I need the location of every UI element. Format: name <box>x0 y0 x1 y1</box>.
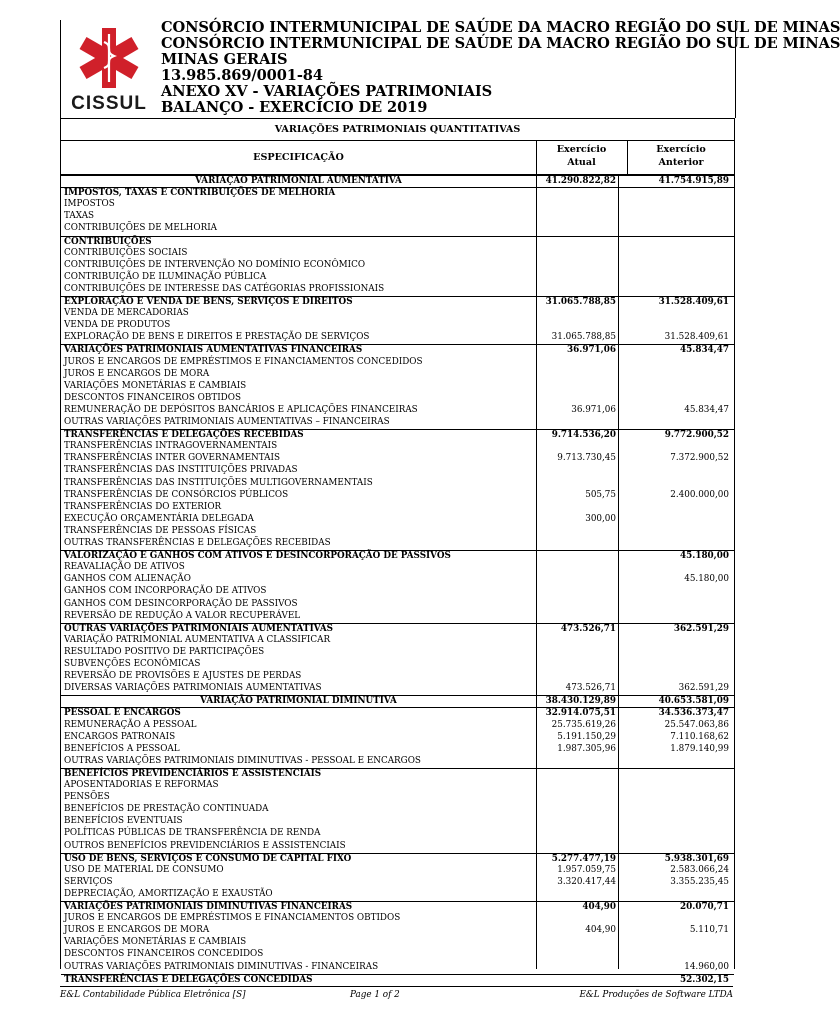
row-current-value: 5.277.477,19 <box>551 853 616 864</box>
footer-rule <box>60 986 733 987</box>
table-row <box>61 586 734 598</box>
table-row <box>61 949 734 961</box>
row-label: REAVALIAÇÃO DE ATIVOS <box>64 562 185 573</box>
row-label: GANHOS COM DESINCORPORAÇÃO DE PASSIVOS <box>64 598 298 609</box>
row-previous-value: 31.528.409,61 <box>658 297 729 307</box>
row-label: DESCONTOS FINANCEIROS OBTIDOS <box>64 392 241 403</box>
row-previous-value: 1.879.140,99 <box>670 743 729 754</box>
row-previous-value: 41.754.915,89 <box>658 176 729 186</box>
header-line: MINAS GERAIS <box>161 51 288 68</box>
section-title: VARIAÇÕES PATRIMONIAIS QUANTITATIVAS <box>60 118 735 141</box>
table-row <box>61 369 734 381</box>
row-label: REVERSÃO DE REDUÇÃO A VALOR RECUPERÁVEL <box>64 610 301 621</box>
table-row <box>61 478 734 490</box>
header-line: BALANÇO - EXERCÍCIO DE 2019 <box>161 99 428 116</box>
row-label: GANHOS COM ALIENAÇÃO <box>64 574 191 585</box>
table-row <box>61 284 734 296</box>
row-label: BENEFÍCIOS A PESSOAL <box>64 743 180 754</box>
row-label: TRANSFERÊNCIAS DAS INSTITUIÇÕES PRIVADAS <box>64 465 298 476</box>
col-previous <box>627 141 734 174</box>
row-previous-value: 45.834,47 <box>680 345 729 356</box>
row-previous-value: 2.400.000,00 <box>670 489 729 500</box>
table-row <box>61 465 734 477</box>
row-label: JUROS E ENCARGOS DE EMPRÉSTIMOS E FINANCIAMENTOS OBTIDOS <box>64 913 401 924</box>
row-current-value: 41.290.822,82 <box>545 176 616 186</box>
row-label: USO DE MATERIAL DE CONSUMO <box>64 864 224 875</box>
table-row <box>61 357 734 369</box>
row-previous-value: 20.070,71 <box>680 902 729 912</box>
header-line: CONSÓRCIO INTERMUNICIPAL DE SAÚDE DA MACRO REGIÃO DO SUL DE MINAS <box>161 19 840 36</box>
table-row <box>61 925 734 937</box>
row-current-value: 473.526,71 <box>560 623 616 634</box>
row-current-value: 5.191.150,29 <box>557 731 616 742</box>
row-previous-value: 31.528.409,61 <box>664 332 729 343</box>
footer-right: E&L Produções de Software LTDA <box>579 990 733 1000</box>
row-label: EXPLORAÇÃO DE BENS E DIREITOS E PRESTAÇÃO DE SERVIÇOS <box>64 332 370 343</box>
row-label: REVERSÃO DE PROVISÕES E AJUSTES DE PERDAS <box>64 671 302 682</box>
logo-text: CISSUL <box>71 93 147 114</box>
row-label: VARIAÇÃO PATRIMONIAL AUMENTATIVA A CLASSIFICAR <box>64 634 331 645</box>
table-row <box>61 248 734 260</box>
table-row <box>61 720 734 732</box>
table-row <box>61 393 734 405</box>
row-label: JUROS E ENCARGOS DE EMPRÉSTIMOS E FINANCIAMENTOS CONCEDIDOS <box>64 356 423 367</box>
row-previous-value: 40.653.581,09 <box>658 696 729 707</box>
row-label: APOSENTADORIAS E REFORMAS <box>64 780 219 790</box>
row-label: CONTRIBUIÇÕES <box>64 236 152 247</box>
row-label: CONTRIBUIÇÃO DE ILUMINAÇÃO PÚBLICA <box>64 271 267 282</box>
row-label: CONTRIBUIÇÕES DE INTERVENÇÃO NO DOMÍNIO ECONÔMICO <box>64 259 366 270</box>
table-row <box>61 453 734 465</box>
table-row <box>61 732 734 744</box>
row-label: EXECUÇÃO ORÇAMENTÁRIA DELEGADA <box>64 513 254 524</box>
row-label: PENSÕES <box>64 792 110 803</box>
column-header <box>60 140 735 175</box>
row-current-value: 300,00 <box>585 513 616 524</box>
row-previous-value: 45.180,00 <box>680 551 729 562</box>
header-line: 13.985.869/0001-84 <box>161 67 323 84</box>
row-previous-value: 7.372.900,52 <box>670 453 729 464</box>
table-row <box>61 562 734 574</box>
row-label: TRANSFERÊNCIAS INTER GOVERNAMENTAIS <box>64 453 280 464</box>
row-label: OUTRAS VARIAÇÕES PATRIMONIAIS AUMENTATIVAS – FINANCEIRAS <box>64 417 390 427</box>
row-label: OUTRAS VARIAÇÕES PATRIMONIAIS AUMENTATIVAS <box>64 623 334 634</box>
row-label: VARIAÇÕES MONETÁRIAS E CAMBIAIS <box>64 380 247 391</box>
row-label: VARIAÇÃO PATRIMONIAL AUMENTATIVA <box>195 176 402 186</box>
row-label: SERVIÇOS <box>64 876 113 887</box>
row-current-value: 31.065.788,85 <box>551 332 616 343</box>
table-row <box>61 223 734 235</box>
table-row <box>61 272 734 284</box>
table-row <box>61 574 734 586</box>
table-row <box>61 441 734 453</box>
row-label: BENEFÍCIOS DE PRESTAÇÃO CONTINUADA <box>64 804 269 815</box>
table-row <box>61 877 734 889</box>
report-header <box>60 19 840 118</box>
row-label: ENCARGOS PATRONAIS <box>64 731 176 742</box>
row-label: TRANSFERÊNCIAS E DELEGAÇÕES RECEBIDAS <box>64 430 304 441</box>
table-row <box>61 828 734 840</box>
table-row <box>61 417 734 429</box>
header-line: ANEXO XV - VARIAÇÕES PATRIMONIAIS <box>161 83 493 100</box>
row-label: TRANSFERÊNCIAS DE CONSÓRCIOS PÚBLICOS <box>64 489 289 500</box>
row-label: VENDA DE PRODUTOS <box>64 320 171 331</box>
col-current-l1: Exercício <box>556 144 607 155</box>
row-current-value: 31.065.788,85 <box>545 297 616 307</box>
row-label: TRANSFERÊNCIAS DAS INSTITUIÇÕES MULTIGOVERNAMENTAIS <box>64 477 373 488</box>
table-row <box>61 889 734 901</box>
col-spec: ESPECIFICAÇÃO <box>253 152 344 163</box>
row-label: DIVERSAS VARIAÇÕES PATRIMONIAIS AUMENTATIVAS <box>64 683 322 694</box>
row-current-value: 3.320.417,44 <box>557 876 616 887</box>
table-row <box>61 683 734 695</box>
row-label: CONTRIBUIÇÕES SOCIAIS <box>64 247 188 258</box>
row-label: RESULTADO POSITIVO DE PARTICIPAÇÕES <box>64 646 265 657</box>
row-current-value: 1.987.305,96 <box>557 743 616 754</box>
row-current-value: 404,90 <box>585 925 616 936</box>
row-label: TRANSFERÊNCIAS DE PESSOAS FÍSICAS <box>64 525 257 536</box>
row-current-value: 473.526,71 <box>565 683 616 694</box>
row-previous-value: 9.772.900,52 <box>664 430 729 441</box>
row-label: USO DE BENS, SERVIÇOS E CONSUMO DE CAPITAL FIXO <box>64 853 352 864</box>
row-previous-value: 14.960,00 <box>684 961 729 972</box>
row-current-value: 505,75 <box>585 489 616 500</box>
table-row <box>61 841 734 853</box>
row-label: JUROS E ENCARGOS DE MORA <box>64 925 210 936</box>
cissul-logo <box>61 22 157 112</box>
row-label: VALORIZAÇÃO E GANHOS COM ATIVOS E DESINCORPORAÇÃO DE PASSIVOS <box>64 551 451 562</box>
header-lines <box>161 19 840 116</box>
row-label: CONTRIBUIÇÕES DE INTERESSE DAS CATÉGORIAS PROFISSIONAIS <box>64 283 385 294</box>
row-previous-value: 3.355.235,45 <box>670 876 729 887</box>
row-label: TRANSFERÊNCIAS E DELEGAÇÕES CONCEDIDAS <box>64 974 313 985</box>
table-row <box>61 659 734 671</box>
table-row <box>61 381 734 393</box>
row-previous-value: 52.302,15 <box>680 974 729 985</box>
row-label: VARIAÇÕES PATRIMONIAIS DIMINUTIVAS FINANCEIRAS <box>64 902 353 912</box>
row-label: OUTRAS VARIAÇÕES PATRIMONIAIS DIMINUTIVAS - FINANCEIRAS <box>64 961 379 972</box>
row-label: BENEFÍCIOS EVENTUAIS <box>64 816 183 827</box>
row-previous-value: 45.834,47 <box>684 404 729 415</box>
row-label: VENDA DE MERCADORIAS <box>64 308 189 319</box>
group-row <box>61 974 734 987</box>
row-current-value: 25.735.619,26 <box>551 719 616 730</box>
row-label: TRANSFERÊNCIAS INTRAGOVERNAMENTAIS <box>64 441 278 452</box>
row-current-value: 36.971,06 <box>571 404 616 415</box>
table-body <box>60 175 735 985</box>
table-row <box>61 865 734 877</box>
row-label: JUROS E ENCARGOS DE MORA <box>64 368 210 379</box>
table-row <box>61 804 734 816</box>
row-previous-value: 5.110,71 <box>689 925 729 936</box>
row-current-value: 1.957.059,75 <box>557 864 616 875</box>
row-previous-value: 5.938.301,69 <box>664 853 729 864</box>
row-label: TRANSFERÊNCIAS DO EXTERIOR <box>64 501 222 512</box>
row-previous-value: 362.591,29 <box>678 683 729 694</box>
row-current-value: 36.971,06 <box>567 345 616 356</box>
row-label: TAXAS <box>64 211 95 222</box>
row-label: REMUNERAÇÃO DE DEPÓSITOS BANCÁRIOS E APLICAÇÕES FINANCEIRAS <box>64 404 418 415</box>
table-row <box>61 611 734 623</box>
row-label: IMPOSTOS, TAXAS E CONTRIBUIÇÕES DE MELHORIA <box>64 188 336 199</box>
row-label: BENEFÍCIOS PREVIDENCIÁRIOS E ASSISTENCIAIS <box>64 768 322 779</box>
table-row <box>61 260 734 272</box>
table-row <box>61 937 734 949</box>
row-label: DEPRECIAÇÃO, AMORTIZAÇÃO E EXAUSTÃO <box>64 888 273 899</box>
table-row <box>61 308 734 320</box>
table-row <box>61 332 734 344</box>
row-current-value: 9.714.536,20 <box>551 430 616 441</box>
row-label: OUTRAS TRANSFERÊNCIAS E DELEGAÇÕES RECEBIDAS <box>64 538 331 548</box>
row-previous-value: 34.536.373,47 <box>658 708 729 719</box>
row-label: POLÍTICAS PÚBLICAS DE TRANSFERÊNCIA DE RENDA <box>64 828 321 839</box>
footer-page: Page 1 of 2 <box>350 990 400 1000</box>
table-row <box>61 599 734 611</box>
col-current <box>536 141 626 174</box>
table-row <box>61 962 734 974</box>
row-label: CONTRIBUIÇÕES DE MELHORIA <box>64 223 218 234</box>
row-label: DESCONTOS FINANCEIROS CONCEDIDOS <box>64 949 264 960</box>
row-label: REMUNERAÇÃO A PESSOAL <box>64 719 197 730</box>
row-previous-value: 7.110.168,62 <box>670 731 729 742</box>
row-previous-value: 25.547.063,86 <box>664 719 729 730</box>
row-label: OUTROS BENEFÍCIOS PREVIDENCIÁRIOS E ASSISTENCIAIS <box>64 840 346 851</box>
row-previous-value: 45.180,00 <box>684 574 729 585</box>
row-label: VARIAÇÕES MONETÁRIAS E CAMBIAIS <box>64 937 247 948</box>
table-row <box>61 635 734 647</box>
row-previous-value: 362.591,29 <box>673 623 729 634</box>
table-row <box>61 405 734 417</box>
table-row <box>61 816 734 828</box>
row-label: IMPOSTOS <box>64 199 115 210</box>
table-row <box>61 514 734 526</box>
header-line: CONSÓRCIO INTERMUNICIPAL DE SAÚDE DA MACRO REGIÃO DO SUL DE MINAS <box>161 35 840 52</box>
table-row <box>61 502 734 514</box>
table-row <box>61 756 734 768</box>
row-previous-value: 2.583.066,24 <box>670 864 729 875</box>
row-label: VARIAÇÕES PATRIMONIAIS AUMENTATIVAS FINANCEIRAS <box>64 345 363 356</box>
table-row <box>61 538 734 550</box>
row-label: GANHOS COM INCORPORAÇÃO DE ATIVOS <box>64 586 267 597</box>
row-current-value: 9.713.730,45 <box>557 453 616 464</box>
col-previous-l2: Anterior <box>658 157 704 168</box>
table-row <box>61 490 734 502</box>
table-row <box>61 744 734 756</box>
table-row <box>61 526 734 538</box>
table-row <box>61 647 734 659</box>
col-current-l2: Atual <box>567 157 596 168</box>
col-previous-l1: Exercício <box>656 144 706 155</box>
table-row <box>61 320 734 332</box>
table-row <box>61 792 734 804</box>
row-label: SUBVENÇÕES ECONÔMICAS <box>64 659 201 669</box>
table-row <box>61 780 734 792</box>
row-current-value: 404,90 <box>582 902 616 912</box>
row-label: OUTRAS VARIAÇÕES PATRIMONIAIS DIMINUTIVAS - PESSOAL E ENCARGOS <box>64 755 421 766</box>
table-row <box>61 913 734 925</box>
row-label: PESSOAL E ENCARGOS <box>64 708 181 719</box>
row-label: VARIAÇÃO PATRIMONIAL DIMINUTIVA <box>200 696 397 707</box>
table-row <box>61 211 734 223</box>
table-row <box>61 199 734 211</box>
row-label: EXPLORAÇÃO E VENDA DE BENS, SERVIÇOS E DIREITOS <box>64 297 353 307</box>
table-row <box>61 671 734 683</box>
row-current-value: 38.430.129,89 <box>545 696 616 707</box>
footer-left: E&L Contabilidade Pública Eletrônica [S] <box>60 990 246 1000</box>
row-current-value: 32.914.075,51 <box>545 708 616 719</box>
